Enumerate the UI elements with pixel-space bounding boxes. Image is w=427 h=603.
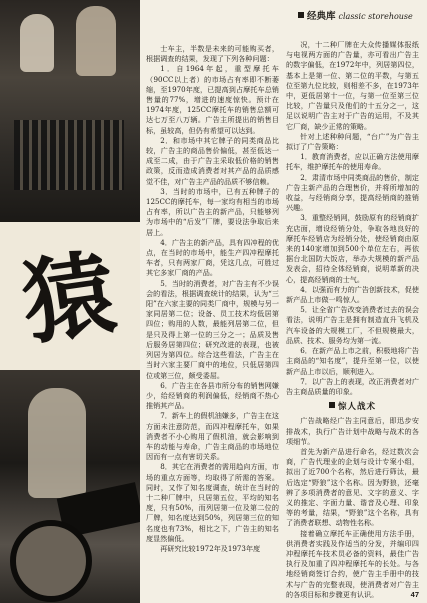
section-heading bbox=[286, 402, 419, 412]
motorcycle-photo-bottom bbox=[0, 370, 140, 603]
paragraph: 7．以广告上的表现，改正消费者对广告主商品质量的印象。 bbox=[286, 376, 419, 396]
paragraph: 况，十二种厂牌在大众传播媒体报纸与电视两方面的广告量，亦可看出广告主的数字偏低，在1972年中，列居第四位，基本上是第一位、第二位的平数，与第五位至第九位比较，则相差不多，在1973年中，更低居第十一位，与第一位至第三位比较，广告量只及他们的十五分之一，这足以说明广告主对于广告的运用，不及其它厂商，缺少正常的策略。 bbox=[286, 40, 419, 131]
paragraph: 2．肃清市场中同类商品的售价，制定广告主新产品的合理售价，并将所增加的收益，与经销商分享，提高经销商的推销兴趣。 bbox=[286, 172, 419, 213]
section-header bbox=[298, 8, 423, 24]
page-number: 47 bbox=[410, 590, 419, 599]
paragraph: 5．当时的消费者，对广告主有不少误会的看法，根据调查统计的结果，认为“三阳”在六家主要的同类厂商中，规模与另一家同居第二位；设备、员工技术均低居第四位；购用的人数，最能列居第二位，但是只及得上第一位的三分之一；品质及售后服务居第四位；研究改进的表现，也被列居为第四位。综合这些看法，广告主在当时六家主要厂商中的地位，只低居第四位或第三位，颇受委屈。 bbox=[146, 278, 279, 380]
motorcycle-photo-top bbox=[0, 0, 140, 222]
paragraph: 4．以强而有力的广告创新技术，促使新产品上市做一鸣惊人。 bbox=[286, 284, 419, 305]
motorcycle-engine-image bbox=[14, 120, 124, 190]
paragraph: 7．新车上的假机油嫌多，广告主在这方面未注意防范，而四冲程摩托车，如果消费者不小心购用了假机油，就会影响到车的动能与寿命，广告主商品的市场地位因而有一点有害切关系。 bbox=[146, 411, 279, 462]
model-figure-left bbox=[20, 14, 54, 72]
motorcycle-wheel bbox=[10, 520, 92, 602]
calligraphy-character: 猿 bbox=[15, 238, 123, 358]
header-square-icon bbox=[298, 12, 304, 18]
paragraph: 接着确立摩托车正确使用方法手册，供消费者实践及作适当的分发，并编印四冲程摩托车技术员必备的资料，最佳广告执行及加重了四冲程摩托车的长处。与各地经销商签订合约，使广告主手册中的技术与广告的完整表现，使消费者对广告主的各项目标和步骤更有认识。 bbox=[286, 528, 419, 599]
paragraph: 6．在新产品上市之前，积极地将广告主商品的“知名度”，提升至第一位，以使新产品上市以后，顺利进入。 bbox=[286, 346, 419, 376]
paragraph: 3．重整经销网，鼓励原有的经销商扩充店面，增设经销分处，争取各地良好的摩托车经销店为经销分处，使经销商由原来的140家增加到500个单位左右，再依据台北国防大饭店，举办大规模的新产品发表会，招待全体经销商，说明革新的决心，提高经销商的士气。 bbox=[286, 213, 419, 284]
photo-column bbox=[0, 0, 140, 603]
paragraph: 1．自1964年起，重型摩托车（90CC以上者）的市场占有率即不断萎缩，至1970年度，已提高到占摩托车总销售量的77%，增进的速度惊快。预计在1974年度，125CC摩托车的销售总额可达七万至八万辆。广告主所提出的销售目标，虽较高，但仍有希望可以达到。 bbox=[146, 64, 279, 135]
paragraph: 士车主，半数是未来的可能购买者，根据调查的结果，发现了下列各种问题： bbox=[146, 44, 279, 64]
heading-square-icon bbox=[329, 402, 335, 408]
header-subtitle: classic storehouse bbox=[338, 12, 413, 21]
rider-figure bbox=[28, 388, 86, 498]
model-figure-right bbox=[76, 6, 116, 76]
paragraph: 1．教育消费者，应以正确方法使用摩托车，维护摩托车的使用寿命。 bbox=[286, 152, 419, 172]
header-title: 经典库 bbox=[307, 11, 336, 22]
paragraph: 再研究比较1972年及1973年度 bbox=[160, 543, 261, 553]
paragraph: 2．和市场中其它牌子的同类商品比较，广告主的商品售价偏低，甚至低达一成至二成，由于广告主采取低价格的销售政策，反而造成消费者对其产品的品质感觉不佳，对广告主产品的品质不够信赖。 bbox=[146, 135, 279, 186]
article-column-right bbox=[286, 40, 419, 600]
paragraph: 广告战略经广告主同意后，即迅步安排战术，执行广告计划中战略与战术的各项细节。 bbox=[286, 416, 419, 446]
section-heading-text: 惊人战术 bbox=[337, 402, 376, 413]
paragraph: 5．让全省广告改变消费者过去的误会看法，说明广告主是拥有制造直升飞机及汽车设备的大规模工厂，不但规模最大，品质、技术、服务均为第一流。 bbox=[286, 305, 419, 345]
paragraph: 3．当时的市场中，已有五种牌子的125CC的摩托车，每一家均有相当的市场占有率，所以广告主的新产品，只能够列为市场中的“后发”厂牌，要设法争取后来居上。 bbox=[146, 186, 279, 237]
paragraph: 首先为新产品进行命名，经过数次会商，广告代理业的企划与设计专案小组，拟出了近700个名称，然后进行筛汰，最后选定“野狼”这个名称。因为野狼，还毫辨了多项消费者的意见、文字的意义、字义的推定、字面力量、谐音及心理、印象等的考量，结果，“野狼”这个名称，具有了消费者联想、动物性名称。 bbox=[286, 446, 419, 528]
paragraph: 8．其它在消费者的需用趋向方面，市场的重点方面等，均取得了所需的答案。同时，又作了知名度调查，统计在当时的十二种厂牌中，只居第五位，平均的知名度，只有50%，而列居第一位及第二位的厂牌，知名度达到50%，列居第三位的知名度也有73%，相比之下，广告主的知名度显然偏低。 bbox=[146, 462, 279, 543]
paragraph: 4．广告主的新产品，具有四冲程的优点，在当时的市场中，能生产四冲程摩托车者，只有两家厂商，凭这几点，可胜过其它多家厂商的产品。 bbox=[146, 237, 279, 278]
paragraph: 6．广告主在各县市所分布的销售网嫌少，给经销商的利润偏低，经销商不热心推销其产品。 bbox=[146, 380, 279, 411]
paragraph: 针对上述种种问题，“台广”为广告主拟订了广告策略： bbox=[286, 131, 419, 152]
article-column-middle bbox=[146, 44, 279, 584]
